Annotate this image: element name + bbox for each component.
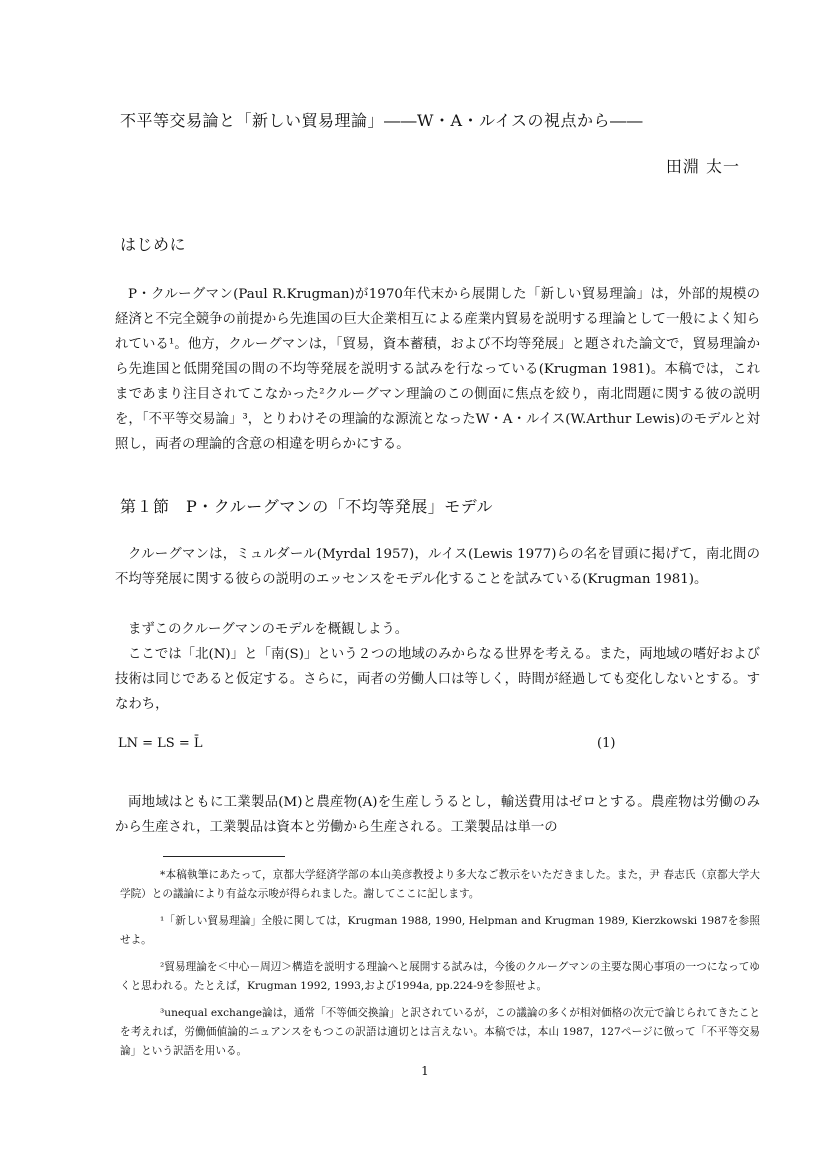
section1-paragraph-3: ここでは「北(N)」と「南(S)」という２つの地域のみからなる世界を考える。また，両地域の嗜好および技術は同じであると仮定する。さらに，両者の労働人口は等しく，時間が経過しても変化しないとする。すなわち， [115, 647, 760, 712]
footnote-3: ³unequal exchange論は，通常「不等価交換論」と訳されているが，この議論の多くが相対価格の次元で論じられてきたことを考えれば，労働価値論的ニュアンスをもつこの訳語は適切とは言えない。本稿では，本山 1987，127ページに倣って「不平等交易論」という訳語を用いる。 [120, 1007, 760, 1057]
equation-number: (1) [597, 736, 616, 751]
page-number: 1 [421, 1064, 429, 1078]
footnote-2: ²貿易理論を＜中心－周辺＞構造を説明する理論へと展開する試みは，今後のクルーグマンの主要な関心事項の一つになってゆくと思われる。たとえば，Krugman 1992, 1993,および1994a, pp.224-9を参照せよ。 [120, 961, 760, 992]
intro-heading: はじめに [120, 235, 187, 254]
section1-paragraph-1: クルーグマンは，ミュルダール(Myrdal 1957)，ルイス(Lewis 1977)らの名を冒頭に掲げて，南北間の不均等発展に関する彼らの説明のエッセンスをモデル化することを試みている(Krugman 1981)。 [115, 547, 760, 587]
intro-paragraph: P・クルーグマン(Paul R.Krugman)が1970年代末から展開した「新しい貿易理論」は，外部的規模の経済と不完全競争の前提から先進国の巨大企業相互による産業内貿易を説明する理論として一般によく知られている¹。他方，クルーグマンは，「貿易，資本蓄積，および不均等発展」と題された論文で，貿易理論から先進国と低開発国の間の不均等発展を説明する試みを行なっている(Krugman 1981)。本稿では，これまであまり注目されてこなかった²クルーグマン理論のこの側面に焦点を絞り，南北問題に関する彼の説明を，「不平等交易論」³，とりわけその理論的な源流となったW・A・ルイス(W.Arthur Lewis)のモデルと対照し，両者の理論的含意の相違を明らかにする。 [115, 287, 760, 452]
author-name: 田淵 太一 [665, 157, 740, 176]
paper-title: 不平等交易論と「新しい貿易理論」――W・A・ルイスの視点から―― [120, 111, 644, 130]
footnote-acknowledgement: *本稿執筆にあたって，京都大学経済学部の本山美彦教授より多大なご教示をいただきました。また，尹 春志氏（京都大学大学院）との議論により有益な示唆が得られました。謝してここに記します。 [120, 869, 760, 900]
section1-paragraph-2: まずこのクルーグマンのモデルを概観しよう。 [128, 622, 409, 637]
equation-row [115, 736, 760, 760]
footnote-divider [163, 856, 285, 857]
footnote-1: ¹「新しい貿易理論」全般に関しては，Krugman 1988, 1990, Helpman and Krugman 1989, Kierzkowski 1987を参照せよ。 [120, 915, 760, 946]
section1-heading: 第１節 P・クルーグマンの「不均等発展」モデル [120, 497, 493, 516]
equation: LN = LS = L̄ [118, 736, 203, 751]
footnotes [120, 866, 760, 1069]
section1-paragraph-4: 両地域はともに工業製品(M)と農産物(A)を生産しうるとし，輸送費用はゼロとする。農産物は労働のみから生産され，工業製品は資本と労働から生産される。工業製品は単一の [115, 795, 760, 835]
